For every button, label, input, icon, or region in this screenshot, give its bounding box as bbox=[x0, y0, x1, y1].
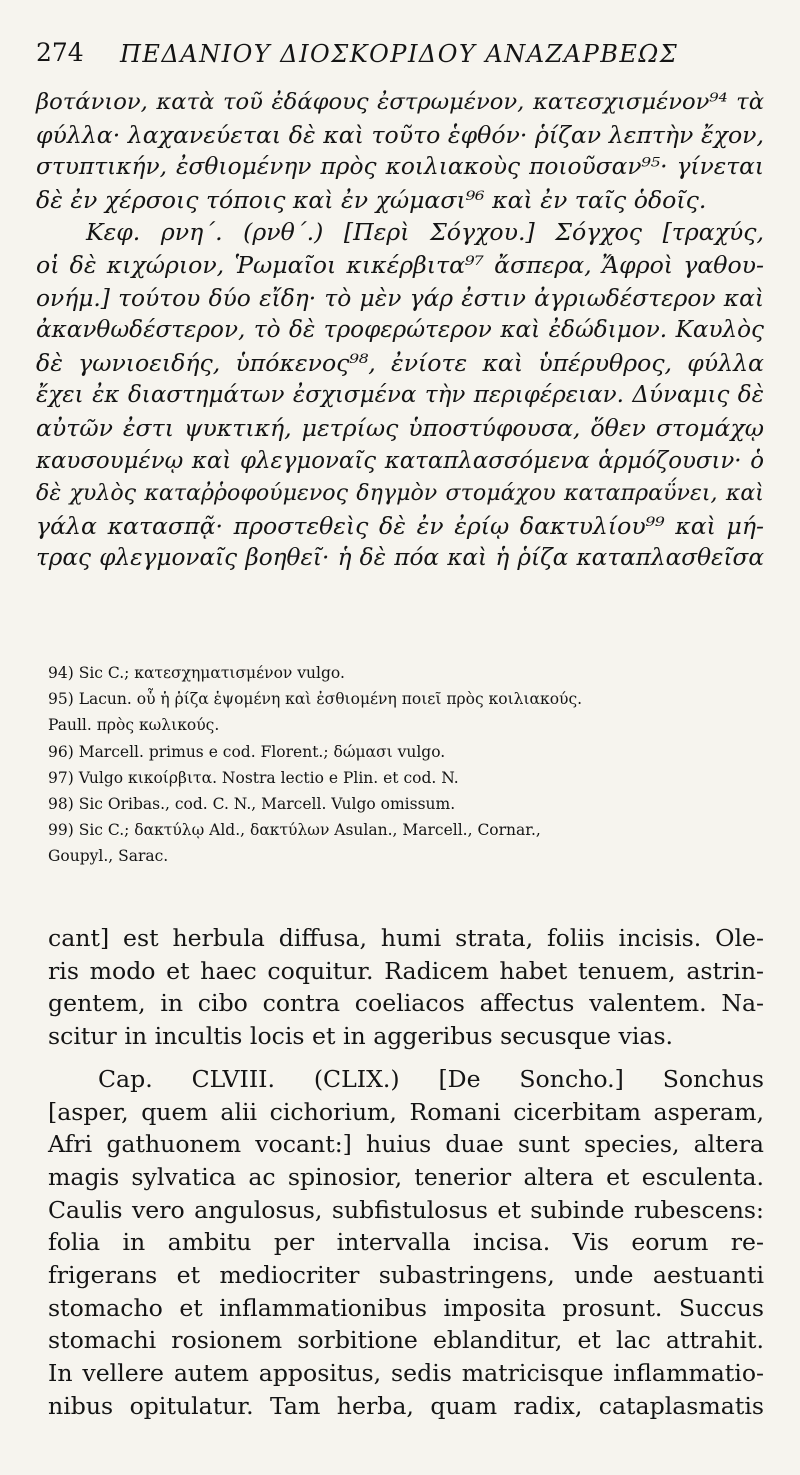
latin-line: Afri gathuonem vocant:] huius duae sunt species, altera bbox=[48, 1130, 764, 1159]
footnote-99-continued: Goupyl., Sarac. bbox=[48, 847, 169, 866]
greek-line: οἱ δὲ κιχώριον, Ῥωμαῖοι κικέρβιτα⁹⁷ ἄσπερα, Ἄφροὶ γαθου- bbox=[36, 250, 764, 279]
latin-line: cant] est herbula diffusa, humi strata, foliis incisis. Ole- bbox=[48, 924, 764, 952]
footnote-95-continued: Paull. πρὸς κωλικούς. bbox=[48, 716, 220, 735]
footnote-98: 98) Sic Oribas., cod. C. N., Marcell. Vulgo omissum. bbox=[48, 795, 456, 814]
greek-line: στυπτικήν, ἐσθιομένην πρὸς κοιλιακοὺς ποιοῦσαν⁹⁵· γίνεται bbox=[36, 153, 764, 181]
latin-line: stomacho et inflammationibus imposita prosunt. Succus bbox=[48, 1293, 764, 1322]
greek-text-block bbox=[36, 86, 764, 575]
latin-line: stomachi rosionem sorbitione eblanditur, et lac attrahit. bbox=[48, 1326, 764, 1355]
latin-chapter-heading-line: Cap. CLVIII. (CLIX.) [De Soncho.] Sonchus bbox=[98, 1064, 764, 1093]
latin-line: gentem, in cibo contra coeliacos affectus valentem. Na- bbox=[48, 989, 764, 1018]
footnote-95: 95) Lacun. οὗ ἡ ῥίζα ἑψομένη καὶ ἐσθιομένη ποιεῖ πρὸς κοιλιακούς. bbox=[48, 690, 583, 709]
greek-chapter-heading-line: Κεφ. ρνη΄. (ρνθ΄.) [Περὶ Σόγχου.] Σόγχος [τραχύς, bbox=[86, 218, 764, 247]
greek-line: δὲ ἐν χέρσοις τόποις καὶ ἐν χώμασι⁹⁶ καὶ ἐν ταῖς ὁδοῖς. bbox=[36, 185, 707, 214]
greek-line: φύλλα· λαχανεύεται δὲ καὶ τοῦτο ἑφθόν· ῥίζαν λεπτὴν ἔχον, bbox=[36, 120, 764, 149]
latin-line: In vellere autem appositus, sedis matricisque inflammatio- bbox=[48, 1359, 764, 1388]
latin-line: scitur in incultis locis et in aggeribus secusque vias. bbox=[48, 1022, 674, 1051]
greek-line: γάλα κατασπᾷ· προστεθεὶς δὲ ἐν ἐρίῳ δακτυλίου⁹⁹ καὶ μή- bbox=[36, 511, 764, 540]
greek-line: δὲ γωνιοειδής, ὑπόκενος⁹⁸, ἐνίοτε καὶ ὑπέρυθρος, φύλλα bbox=[36, 348, 764, 377]
greek-line: βοτάνιον, κατὰ τοῦ ἐδάφους ἐστρωμένον, κατεσχισμένον⁹⁴ τὰ bbox=[36, 89, 764, 115]
latin-line: ris modo et haec coquitur. Radicem habet tenuem, astrin- bbox=[48, 956, 764, 985]
latin-line: Caulis vero angulosus, subfistulosus et subinde rubescens: bbox=[48, 1195, 764, 1224]
latin-line: magis sylvatica ac spinosior, tenerior altera et esculenta. bbox=[48, 1162, 764, 1191]
footnote-96: 96) Marcell. primus e cod. Florent.; δώμασι vulgo. bbox=[48, 742, 446, 761]
page-header bbox=[36, 38, 766, 74]
footnote-94: 94) Sic C.; κατεσχηματισμένον vulgo. bbox=[48, 664, 345, 682]
page-number: 274 bbox=[36, 38, 84, 67]
greek-line: τρας φλεγμοναῖς βοηθεῖ· ἡ δὲ πόα καὶ ἡ ῥίζα καταπλασθεῖσα bbox=[36, 544, 764, 572]
greek-line: δὲ χυλὸς καταῤῥοφούμενος δηγμὸν στομάχου καταπραΰνει, καὶ bbox=[36, 480, 764, 507]
greek-line: ἀκανθωδέστερον, τὸ δὲ τροφερώτερον καὶ ἐδώδιμον. Καυλὸς bbox=[36, 317, 764, 344]
footnote-97: 97) Vulgo κικοίρβιτα. Nostra lectio e Plin. et cod. N. bbox=[48, 768, 459, 787]
greek-line: ονήμ.] τούτου δύο εἴδη· τὸ μὲν γάρ ἐστιν ἀγριωδέστερον καὶ bbox=[36, 283, 764, 312]
latin-line: frigerans et mediocriter subastringens, unde aestuanti bbox=[48, 1261, 764, 1290]
latin-line: nibus opitulatur. Tam herba, quam radix, cataplasmatis bbox=[48, 1391, 764, 1420]
latin-line: folia in ambitu per intervalla incisa. Vis eorum re- bbox=[48, 1228, 764, 1257]
footnotes bbox=[48, 660, 764, 870]
greek-line: αὐτῶν ἐστι ψυκτική, μετρίως ὑποστύφουσα, ὅθεν στομάχῳ bbox=[36, 413, 764, 442]
greek-line: ἔχει ἐκ διαστημάτων ἐσχισμένα τὴν περιφέρειαν. Δύναμις δὲ bbox=[36, 382, 764, 409]
footnote-99: 99) Sic C.; δακτύλῳ Ald., δακτύλων Asulan., Marcell., Cornar., bbox=[48, 821, 541, 840]
latin-line: [asper, quem alii cichorium, Romani cicerbitam asperam, bbox=[48, 1097, 764, 1126]
latin-translation-block bbox=[48, 922, 764, 1423]
greek-line: καυσουμένῳ καὶ φλεγμοναῖς καταπλασσόμενα ἁρμόζουσιν· ὁ bbox=[36, 447, 764, 474]
running-title: ΠΕΔΑΝΙΟΥ ΔΙΟΣΚΟΡΙΔΟΥ ΑΝΑΖΑΡΒΕΩΣ bbox=[120, 40, 679, 68]
